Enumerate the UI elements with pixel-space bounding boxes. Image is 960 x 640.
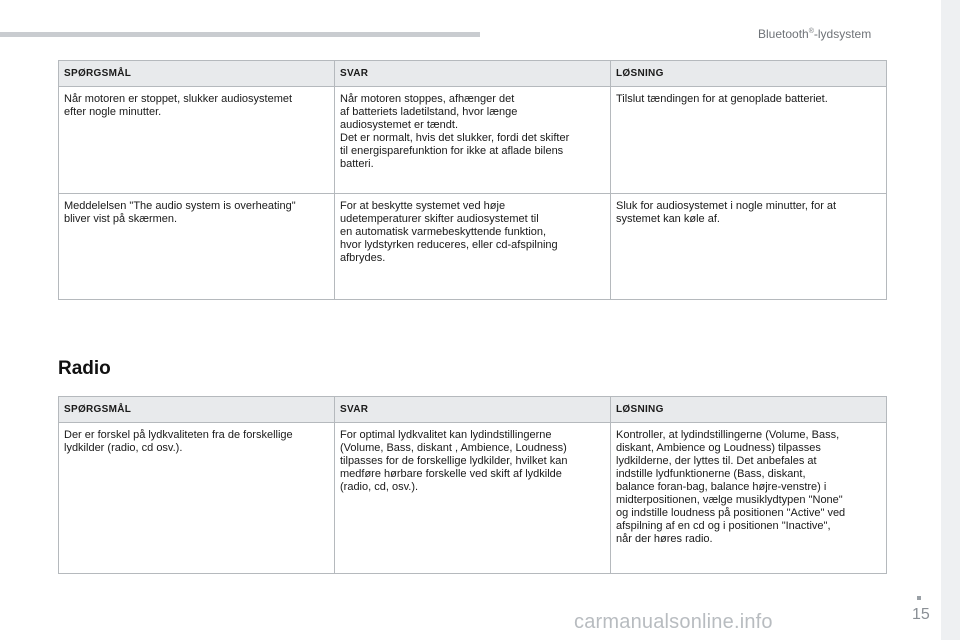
question-cell: Meddelelsen "The audio system is overheating" bliver vist på skærmen. [59, 194, 335, 300]
question-cell: Der er forskel på lydkvaliteten fra de forskellige lydkilder (radio, cd osv.). [59, 423, 335, 574]
column-header-answer: SVAR [335, 61, 611, 87]
chapter-title [758, 27, 871, 41]
registered-mark: ® [808, 28, 814, 35]
question-cell: Når motoren er stoppet, slukker audiosystemet efter nogle minutter. [59, 87, 335, 194]
section-heading-radio: Radio [58, 358, 111, 379]
column-header-solution: LØSNING [611, 397, 887, 423]
table-header-row [59, 61, 887, 87]
table-header-row [59, 397, 887, 423]
chapter-title-suffix: -lydsystem [813, 27, 872, 41]
answer-cell: Når motoren stoppes, afhænger det af batteriets ladetilstand, hvor længe audiosystemet er tændt. Det er normalt, hvis det slukker, fordi det skifter til energisparefunktion for ikke at aflade bilens batteri. [335, 87, 611, 194]
header-rule [0, 32, 480, 37]
table-row [59, 87, 887, 194]
chapter-title-main: Bluetooth [758, 27, 809, 41]
solution-cell: Tilslut tændingen for at genoplade batteriet. [611, 87, 887, 194]
faq-table-audio [58, 60, 887, 300]
faq-table-radio [58, 396, 887, 574]
solution-cell: Kontroller, at lydindstillingerne (Volume, Bass, diskant, Ambience og Loudness) tilpasses lydkilderne, der lyttes til. Det anbefales at indstille lydfunktionerne (Bass, diskant, balance foran-bag, balance højre-venstre) i midterpositionen, vælge musiklydtypen "None" og indstille loudness på positionen "Active" ved afspilning af en cd og i positionen "Inactive", når der høres radio. [611, 423, 887, 574]
column-header-answer: SVAR [335, 397, 611, 423]
answer-cell: For optimal lydkvalitet kan lydindstillingerne (Volume, Bass, diskant , Ambience, Loudness) tilpasses for de forskellige lydkilder, hvilket kan medføre hørbare forskelle ved skift af lydkilde (radio, cd, osv.). [335, 423, 611, 574]
table-row [59, 423, 887, 574]
column-header-solution: LØSNING [611, 61, 887, 87]
column-header-question: SPØRGSMÅL [59, 397, 335, 423]
side-strip [941, 0, 960, 640]
column-header-question: SPØRGSMÅL [59, 61, 335, 87]
page-number: 15 [912, 606, 930, 623]
table-row [59, 194, 887, 300]
page-marker-dot [917, 596, 921, 600]
solution-cell: Sluk for audiosystemet i nogle minutter, for at systemet kan køle af. [611, 194, 887, 300]
watermark: carmanualsonline.info [574, 611, 773, 633]
answer-cell: For at beskytte systemet ved høje udetemperaturer skifter audiosystemet til en automatisk varmebeskyttende funktion, hvor lydstyrken reduceres, eller cd-afspilning afbrydes. [335, 194, 611, 300]
